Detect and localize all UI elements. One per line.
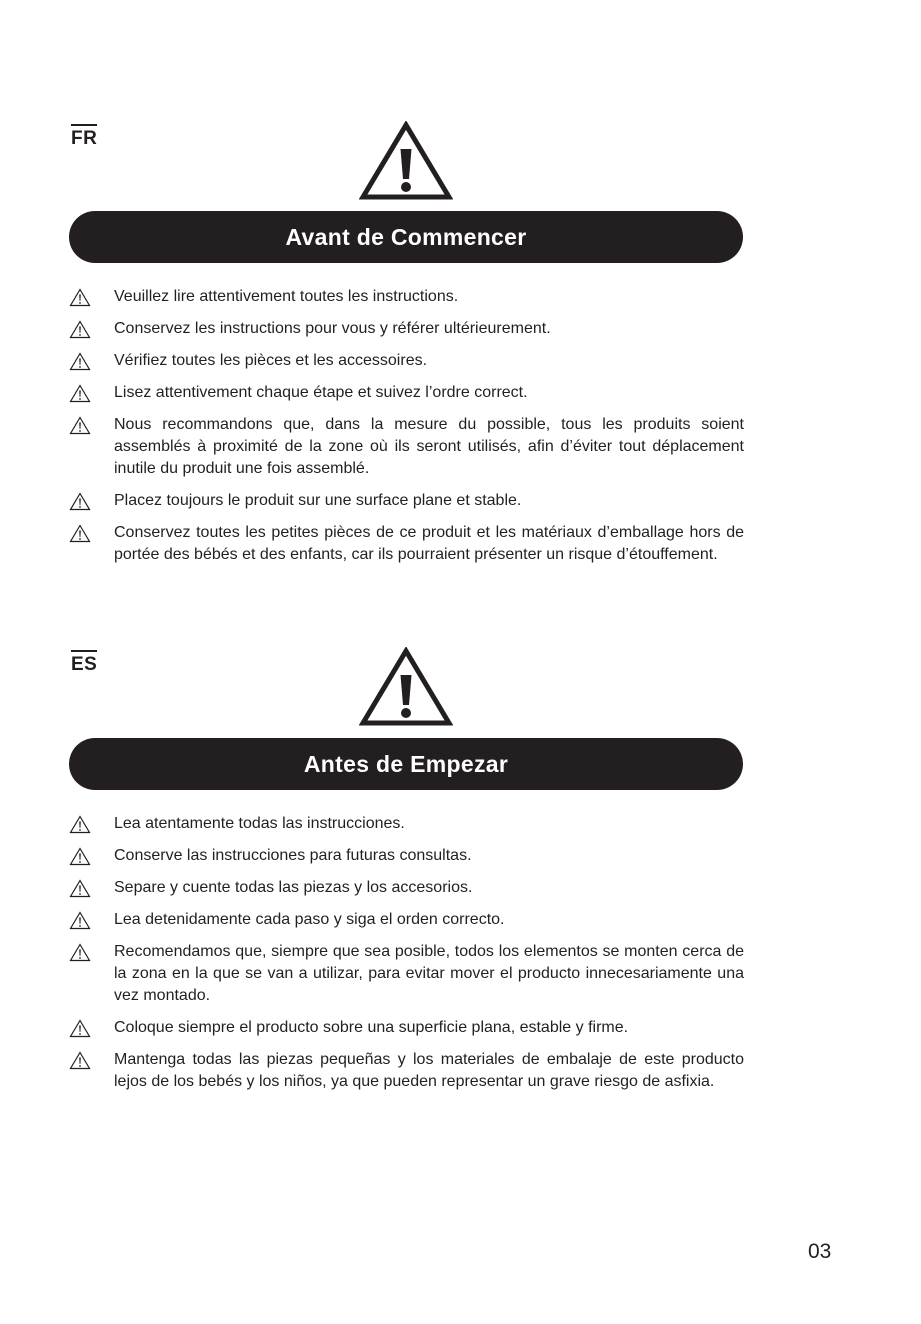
instruction-list xyxy=(0,286,921,566)
warning-triangle-icon xyxy=(69,384,91,403)
item-text: Lisez attentivement chaque étape et suivez l’ordre correct. xyxy=(114,384,528,401)
instruction-list xyxy=(0,813,921,1093)
warning-triangle-icon xyxy=(69,492,91,511)
list-item xyxy=(0,490,921,512)
list-item xyxy=(0,1017,921,1039)
warning-triangle-icon xyxy=(359,647,453,727)
page-number: 03 xyxy=(808,1240,832,1263)
section-title-banner xyxy=(69,211,743,263)
section-title: Antes de Empezar xyxy=(303,750,509,777)
warning-triangle-icon xyxy=(69,320,91,339)
warning-triangle-icon xyxy=(69,847,91,866)
item-text: Conservez toutes les petites pièces de ce produit et les matériaux d’emballage hors de portée des bébés et des enfants, car ils pourraient présenter un risque d’étouffement. xyxy=(114,524,744,563)
item-text: Conservez les instructions pour vous y référer ultérieurement. xyxy=(114,320,551,337)
item-text: Nous recommandons que, dans la mesure du possible, tous les produits soient assemblés à proximité de la zone où ils seront utilisés, afin d’éviter tout déplacement inutile du produit une fois assemblé. xyxy=(114,416,744,477)
list-item xyxy=(0,382,921,404)
warning-triangle-icon xyxy=(69,815,91,834)
warning-triangle-icon xyxy=(69,416,91,435)
list-item xyxy=(0,877,921,899)
item-text: Lea detenidamente cada paso y siga el orden correcto. xyxy=(114,911,505,928)
warning-triangle-icon xyxy=(69,943,91,962)
list-item xyxy=(0,414,921,480)
language-tag: ES xyxy=(71,650,97,675)
list-item xyxy=(0,813,921,835)
list-item xyxy=(0,845,921,867)
list-item xyxy=(0,909,921,931)
list-item xyxy=(0,941,921,1007)
item-text: Placez toujours le produit sur une surface plane et stable. xyxy=(114,492,522,509)
item-text: Vérifiez toutes les pièces et les accessoires. xyxy=(114,352,428,369)
language-tag: FR xyxy=(71,124,97,149)
warning-triangle-icon xyxy=(69,879,91,898)
item-text: Mantenga todas las piezas pequeñas y los materiales de embalaje de este producto lejos de los bebés y los niños, ya que pueden representar un grave riesgo de asfixia. xyxy=(114,1051,744,1090)
section-title-banner xyxy=(69,738,743,790)
list-item xyxy=(0,318,921,340)
warning-triangle-icon xyxy=(69,1019,91,1038)
list-item xyxy=(0,286,921,308)
section-title: Avant de Commencer xyxy=(285,223,527,250)
list-item xyxy=(0,350,921,372)
item-text: Veuillez lire attentivement toutes les instructions. xyxy=(114,288,459,305)
warning-triangle-icon xyxy=(69,352,91,371)
warning-triangle-icon xyxy=(359,121,453,201)
item-text: Separe y cuente todas las piezas y los accesorios. xyxy=(114,879,473,896)
item-text: Conserve las instrucciones para futuras consultas. xyxy=(114,847,472,864)
item-text: Lea atentamente todas las instrucciones. xyxy=(114,815,405,832)
warning-triangle-icon xyxy=(69,911,91,930)
item-text: Coloque siempre el producto sobre una superficie plana, estable y firme. xyxy=(114,1019,629,1036)
list-item xyxy=(0,1049,921,1093)
warning-triangle-icon xyxy=(69,1051,91,1070)
list-item xyxy=(0,522,921,566)
item-text: Recomendamos que, siempre que sea posible, todos los elementos se monten cerca de la zona en la que se van a utilizar, para evitar mover el producto innecesariamente una vez montado. xyxy=(114,943,744,1004)
warning-triangle-icon xyxy=(69,524,91,543)
warning-triangle-icon xyxy=(69,288,91,307)
